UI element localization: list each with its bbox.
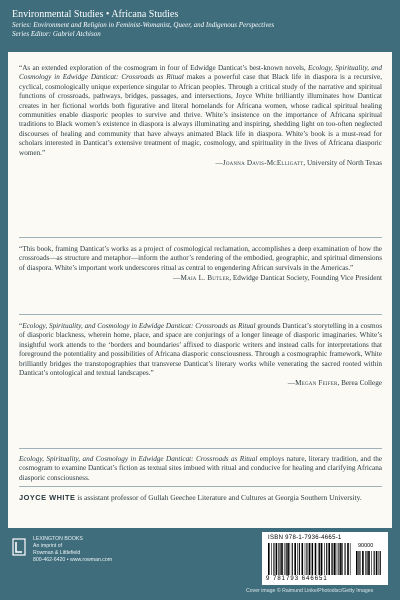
barcode-bar: [312, 543, 313, 575]
barcode: [262, 532, 388, 585]
addon-bars: [356, 551, 382, 575]
divider: [19, 486, 382, 487]
barcode-bar: [362, 551, 364, 575]
quote-text: makes a powerful case that Black life in diaspora is a recursive, cyclical, cosmologically unique experience singular to African peoples. Through a critical study of the narrative and spiritual functions of crossroads, pathways, bridges, passages, and intersections, Joyce White brilliantly illuminates how Danticat creates in her fictional worlds both figurative and literal homelands for Africana women, whose radical spiritual healing communities enable diasporic peoples to survive and thrive. White’s insistence on the importance of Africana spiritual traditions to Black women’s existence in diaspora is always illuminating and inspiring, shedding light on too-often neglected discourses of healing and community that have always animated Black life in diaspora. White’s book is a must-read for scholars interested in Danticat’s extensive treatment of magic, cosmology, and spirituality in the lives of Africana diasporic women.”: [19, 73, 382, 157]
barcode-bar: [347, 543, 349, 575]
barcode-bar: [328, 543, 330, 575]
barcode-bar: [368, 551, 370, 575]
barcode-bar: [273, 543, 274, 575]
barcode-bar: [338, 543, 339, 575]
author-bio-text: is assistant professor of Gullah Geechee Literature and Cultures at Georgia Southern University.: [75, 493, 362, 502]
barcode-bar: [324, 543, 325, 575]
barcode-bar: [311, 543, 312, 575]
barcode-bar: [342, 543, 343, 575]
summary-text: employs nature, literary tradition, and the cosmogram to examine Danticat’s fiction as textual sites imbued with ritual and conducive for healing and clarifying Africana diasporic consciousness.: [19, 455, 383, 482]
divider: [19, 237, 382, 238]
endorsement-1: [19, 64, 382, 168]
barcode-bar: [297, 543, 298, 575]
barcode-bars: [268, 543, 352, 575]
barcode-bar: [284, 543, 285, 575]
divider: [19, 448, 382, 449]
back-cover-header: [12, 8, 392, 39]
barcode-bar: [367, 551, 368, 575]
barcode-digits: 9 781793 646651: [266, 576, 328, 582]
barcode-bar: [356, 551, 358, 575]
barcode-bar: [332, 543, 333, 575]
barcode-bar: [292, 543, 293, 575]
barcode-bar: [334, 543, 336, 575]
endorsement-attribution: —Maia L. Butler, Edwidge Danticat Society, Founding Vice President: [173, 274, 382, 283]
author-name: JOYCE WHITE: [19, 493, 76, 502]
barcode-bar: [321, 543, 323, 575]
publisher-contact: 800-462-6420 • www.rowman.com: [33, 557, 113, 563]
barcode-bar: [278, 543, 279, 575]
barcode-bar: [309, 543, 311, 575]
barcode-bar: [374, 551, 375, 575]
barcode-bar: [379, 551, 380, 575]
barcode-bar: [286, 543, 287, 575]
publisher-name: LEXINGTON BOOKS: [33, 536, 83, 542]
endorsement-3: [19, 322, 382, 389]
author-bio: [19, 493, 382, 503]
isbn-text: ISBN 978-1-7936-4665-1: [268, 535, 342, 541]
barcode-bar: [305, 543, 306, 575]
barcode-bar: [306, 543, 307, 575]
barcode-bar: [315, 543, 317, 575]
cover-image-credit: Cover image © Raimund Linke/Photodisc/Getty Images: [246, 588, 374, 594]
barcode-bar: [280, 543, 281, 575]
barcode-bar: [337, 543, 338, 575]
barcode-bar: [331, 543, 332, 575]
subject-categories: Environmental Studies • Africana Studies: [12, 9, 179, 20]
publisher-info: LEXINGTON BOOKS An imprint of Rowman & Littlefield 800-462-6420 • www.rowman.com: [33, 536, 113, 563]
barcode-bar: [345, 543, 346, 575]
price-addon: 90000: [358, 543, 374, 549]
barcode-bar: [318, 543, 319, 575]
barcode-bar: [268, 543, 270, 575]
series-title: Series: Environment and Religion in Feminist-Womanist, Queer, and Indigenous Perspectives: [12, 21, 275, 29]
quote-text: “As an extended exploration of the cosmogram in four of Edwidge Danticat’s best-known novels,: [19, 64, 308, 72]
barcode-bar: [319, 543, 320, 575]
barcode-bar: [365, 551, 366, 575]
barcode-bar: [359, 551, 360, 575]
barcode-bar: [271, 543, 272, 575]
cover-footer: [0, 528, 400, 600]
barcode-bar: [281, 543, 283, 575]
barcode-bar: [276, 543, 278, 575]
barcode-bar: [290, 543, 291, 575]
barcode-bar: [350, 543, 351, 575]
quote-book-title: Ecology, Spirituality, and Cosmology in Edwidge Danticat: Crossroads as Ritual: [19, 64, 382, 82]
barcode-bar: [340, 543, 342, 575]
barcode-bar: [371, 551, 372, 575]
endorsement-attribution: —Joanna Davis-McElligatt, University of North Texas: [215, 159, 382, 168]
quote-text: “This book, framing Danticat’s works as a project of cosmological reclamation, accomplishes a deep examination of how the crossroads—as structure and metaphor—inform the author’s rendering of the embodied, geographic, and spiritual dimensions of diaspora. White’s important work underscores ritual as central to engendering African survivals in the Americas.”: [19, 245, 382, 272]
barcode-bar: [299, 543, 300, 575]
publisher-logo-icon: [12, 538, 26, 556]
quote-text: grounds Danticat’s storytelling in a cosmos of diasporic blackness, wherein home, place, and space are conjurings of a longer lineage of diasporic imaginaries. White’s insightful work attends to the ‘borders and boundaries’ affixed to diasporic writers and instead calls for interpretations that foreground the potentiality and possibilities of Africana diasporic consciousness. Through a cosmographic framework, White brilliantly bridges the transtopographies that transverse Danticat’s literary works while venerating the sacred rooted within Danticat’s ontological and textual landscapes.”: [19, 322, 383, 378]
series-editor: Series Editor: Gabriel Atchison: [12, 30, 101, 38]
endorsement-attribution: —Megan Feifer, Berea College: [287, 379, 382, 388]
quote-book-title: Ecology, Spirituality, and Cosmology in Edwidge Danticat: Crossroads as Ritual: [22, 322, 256, 330]
barcode-bar: [287, 543, 289, 575]
barcode-bar: [358, 551, 359, 575]
endorsement-panel: [8, 52, 392, 528]
endorsement-2: [19, 245, 382, 284]
divider: [19, 314, 382, 315]
summary-book-title: Ecology, Spirituality, and Cosmology in Edwidge Danticat: Crossroads as Ritual: [19, 455, 258, 463]
book-summary: [19, 455, 382, 483]
barcode-bar: [376, 551, 378, 575]
barcode-bar: [326, 543, 327, 575]
barcode-bar: [294, 543, 296, 575]
barcode-bar: [302, 543, 304, 575]
barcode-bar: [380, 551, 381, 575]
quote-text: “: [19, 322, 23, 330]
